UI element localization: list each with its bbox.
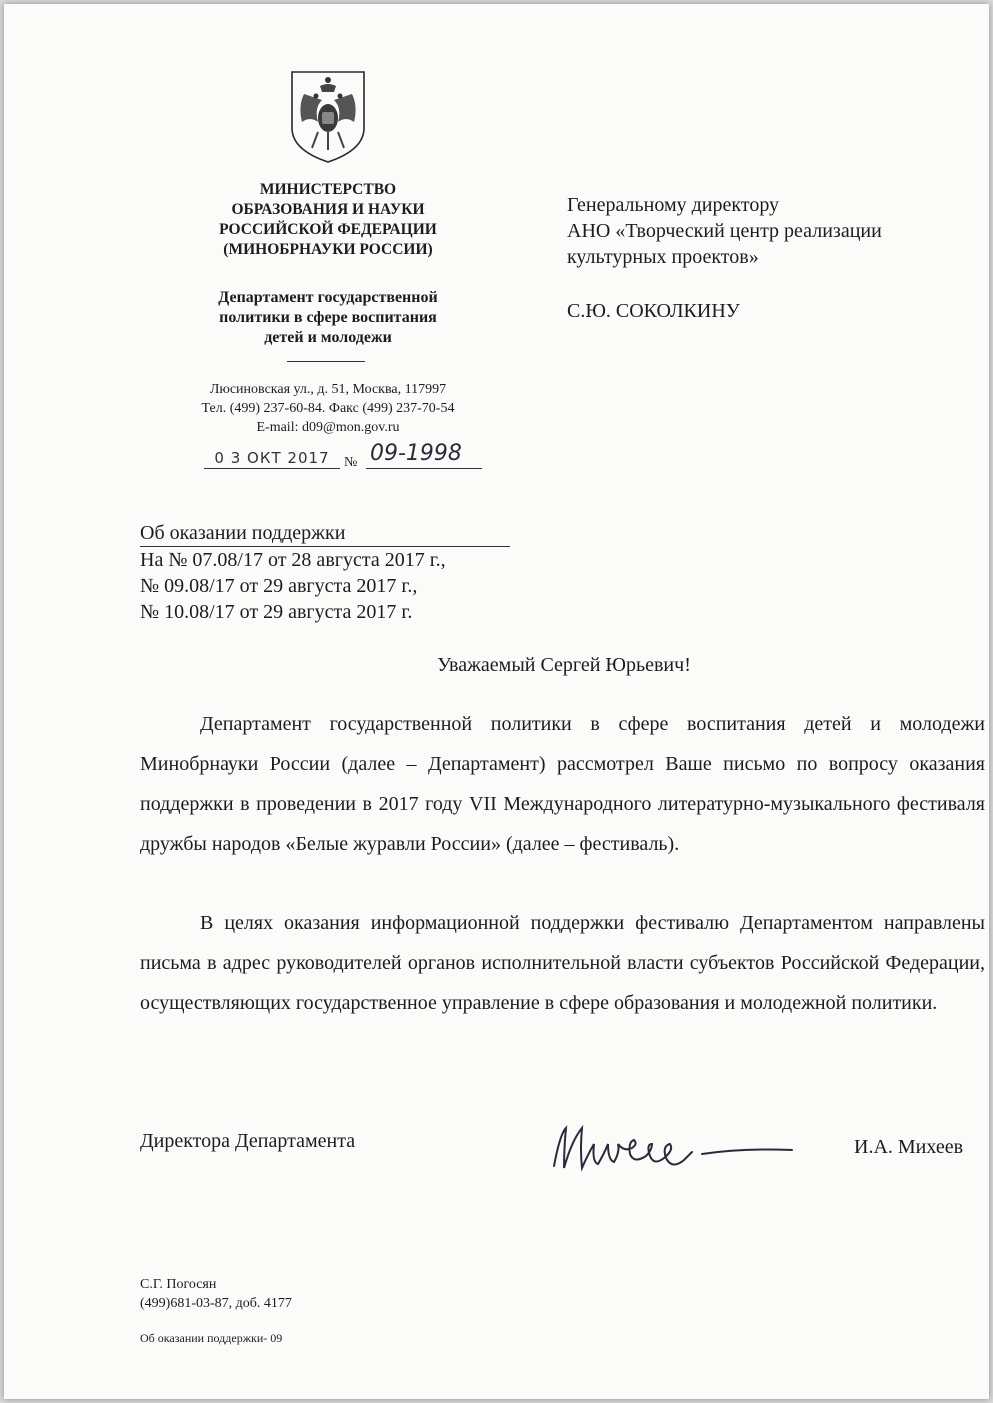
subject-reference: № 09.08/17 от 29 августа 2017 г., (140, 575, 418, 597)
department-line: детей и молодежи (264, 329, 392, 346)
ministry-line: МИНИСТЕРСТВО (259, 181, 397, 198)
executor-block (140, 1275, 292, 1313)
addressee-line: АНО «Творческий центр реализации (567, 220, 882, 242)
addressee-name: С.Ю. СОКОЛКИНУ (567, 300, 740, 322)
ministry-line: (МИНОБРНАУКИ РОССИИ) (223, 241, 433, 258)
file-label: Об оказании поддержки- 09 (140, 1331, 283, 1345)
ministry-line: РОССИЙСКОЙ ФЕДЕРАЦИИ (219, 221, 437, 238)
registration-number-label: № (344, 455, 358, 470)
signatory-name: И.А. Михеев (854, 1136, 964, 1158)
addressee-line: культурных проектов» (567, 246, 759, 268)
subject-reference: № 10.08/17 от 29 августа 2017 г. (140, 601, 413, 623)
coat-of-arms-icon (284, 66, 372, 166)
contact-block (144, 380, 512, 437)
department-line: политики в сфере воспитания (219, 309, 437, 326)
executor-name: С.Г. Погосян (140, 1277, 217, 1292)
body-paragraph-1: Департамент государственной политики в сфере воспитания детей и молодежи Минобрнауки России (далее – Департамент) рассмотрел Ваше письмо по вопросу оказания поддержки в проведении в 2017 году VII Международного литературно-музыкального фестиваля дружбы народов «Белые журавли России» (далее – фестиваль). (140, 713, 985, 855)
body-paragraph-2: В целях оказания информационной поддержки фестивалю Департаментом направлены письма в адрес руководителей органов исполнительной власти субъектов Российской Федерации, осуществляющих государственное управление в сфере образования и молодежной политики. (140, 912, 985, 1014)
department-name (144, 288, 512, 348)
header-divider (287, 361, 365, 362)
salutation: Уважаемый Сергей Юрьевич! (437, 654, 691, 676)
addressee-block (567, 192, 967, 270)
phone-fax-line: Тел. (499) 237-60-84. Факс (499) 237-70-54 (201, 401, 455, 416)
ministry-name (144, 180, 512, 260)
ministry-line: ОБРАЗОВАНИЯ И НАУКИ (231, 201, 425, 218)
department-line: Департамент государственной (218, 289, 438, 306)
subject-reference: На № 07.08/17 от 28 августа 2017 г., (140, 549, 446, 571)
address-line: Люсиновская ул., д. 51, Москва, 117997 (209, 382, 447, 397)
registration-number: 09-1998 (366, 440, 482, 469)
letter-page (4, 4, 989, 1399)
registration-date-stamp: 0 3 ОКТ 2017 (204, 448, 340, 469)
signatory-role: Директора Департамента (140, 1130, 356, 1152)
subject-block (140, 520, 520, 625)
email-line: E-mail: d09@mon.gov.ru (256, 420, 400, 435)
addressee-line: Генеральному директору (567, 194, 780, 216)
subject-title: Об оказании поддержки (140, 520, 510, 547)
handwritten-signature (542, 1114, 802, 1184)
executor-phone: (499)681-03-87, доб. 4177 (140, 1296, 292, 1311)
